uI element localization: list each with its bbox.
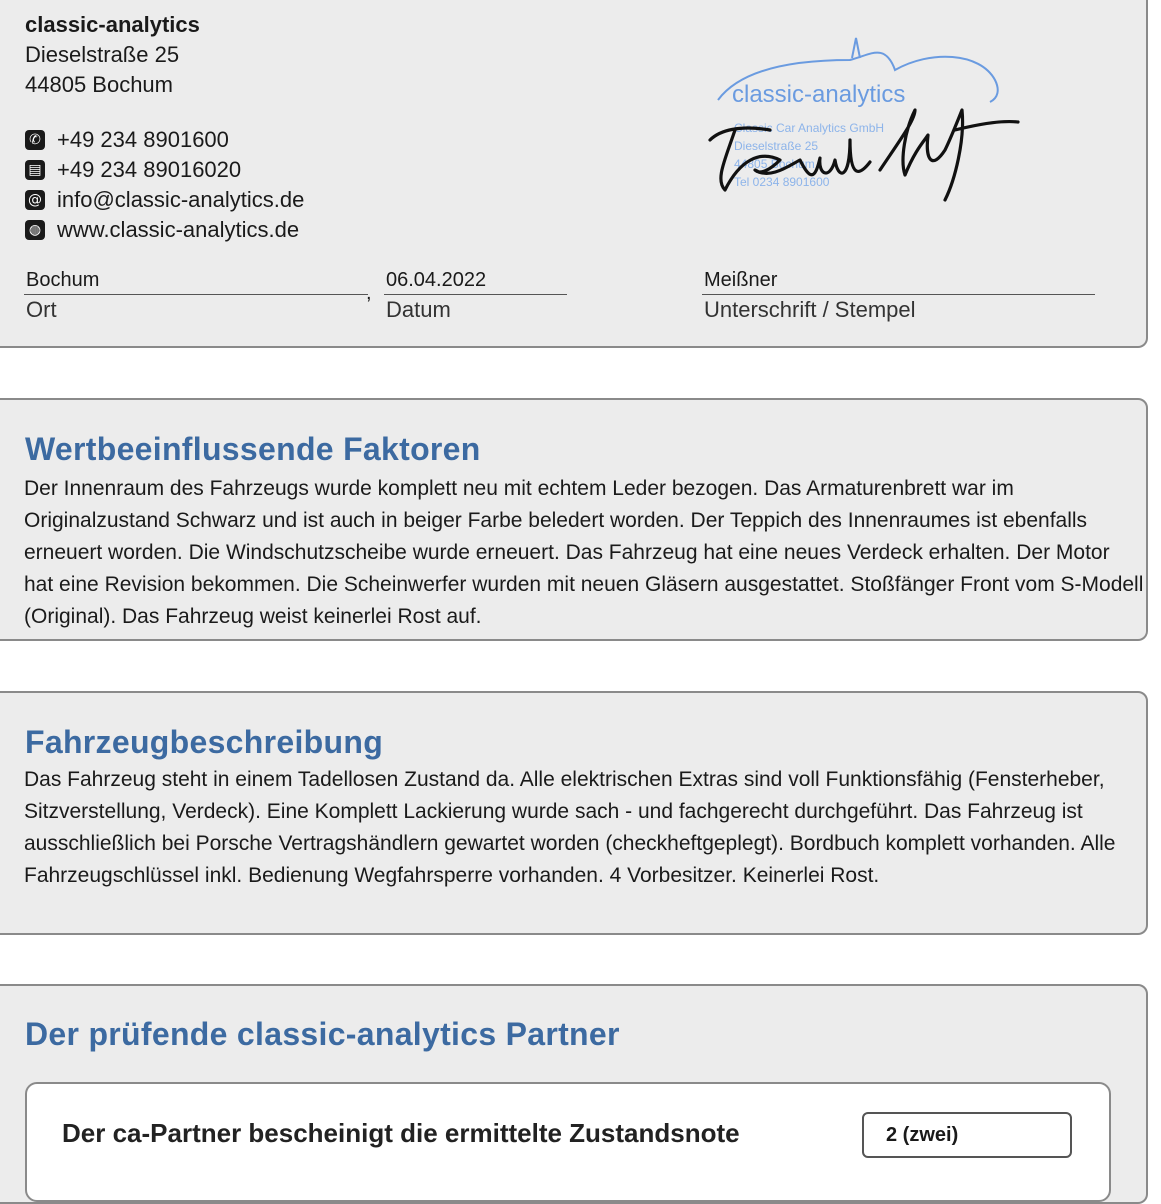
stamp-line-3: 44805 Bochum (734, 157, 815, 171)
place-value: Bochum (24, 266, 368, 295)
email-address: info@classic-analytics.de (57, 187, 305, 212)
website: www.classic-analytics.de (57, 217, 300, 242)
globe-icon: ◍ (25, 220, 45, 240)
grade-label: Der ca-Partner bescheinigt die ermittelte Zustandsnote (62, 1118, 740, 1148)
partner-title: Der prüfende classic-analytics Partner (25, 1016, 620, 1052)
phone-icon: ✆ (25, 130, 45, 150)
stamp-brand: classic-analytics (732, 81, 906, 108)
contact-phone (25, 125, 304, 155)
stamp-line-4: Tel 0234 8901600 (734, 175, 830, 189)
description-title: Fahrzeugbeschreibung (25, 724, 384, 760)
email-icon: @ (25, 190, 45, 210)
signature-label: Unterschrift / Stempel (704, 297, 916, 322)
company-name: classic-analytics (25, 12, 200, 37)
factors-text: Der Innenraum des Fahrzeugs wurde komplett neu mit echtem Leder bezogen. Das Armaturenbrett war im Originalzustand Schwarz und ist auch in beiger Farbe beledert worden. Der Teppich des Innenraumes ist ebenfalls erneuert worden. Die Windschutzscheibe wurde erneuert. Das Fahrzeug hat eine neues Verdeck erhalten. Der Motor hat eine Revision bekommen. Die Scheinwerfer wurden mit neuen Gläsern ausgestattet. Stoßfänger Front vom S-Modell (Original). Das Fahrzeug weist keinerlei Rost auf. (24, 477, 1144, 628)
stamp-line-2: Dieselstraße 25 (734, 139, 819, 153)
phone-number: +49 234 8901600 (57, 127, 229, 152)
date-value: 06.04.2022 (384, 266, 567, 295)
company-stamp (700, 30, 1030, 220)
factors-title: Wertbeeinflussende Faktoren (25, 431, 481, 467)
company-contacts (25, 125, 304, 245)
description-text: Das Fahrzeug steht in einem Tadellosen Zustand da. Alle elektrischen Extras sind voll Funktionsfähig (Fensterheber, Sitzverstellung, Verdeck). Eine Komplett Lackierung wurde sach - und fachgerecht durchgeführt. Das Fahrzeug ist ausschließlich bei Porsche Vertragshändlern gewartet worden (checkheftgeplegt). Bordbuch komplett vorhanden. Alle Fahrzeugschlüssel inkl. Bedienung Wegfahrsperre vorhanden. 4 Vorbesitzer. Keinerlei Rost. (24, 768, 1116, 887)
signer-value: Meißner (702, 266, 1095, 295)
grade-box (25, 1082, 1111, 1202)
stamp-line-1: Classic Car Analytics GmbH (734, 121, 885, 135)
date-label: Datum (386, 297, 451, 322)
fax-icon: ▤ (25, 160, 45, 180)
place-label: Ort (26, 297, 57, 322)
company-address (25, 10, 200, 100)
contact-fax (25, 155, 304, 185)
field-separator: , (366, 282, 372, 304)
company-street: Dieselstraße 25 (25, 42, 180, 67)
grade-value-field: 2 (zwei) (862, 1112, 1072, 1158)
contact-web (25, 215, 304, 245)
fax-number: +49 234 89016020 (57, 157, 242, 182)
contact-email (25, 185, 304, 215)
signature-field (702, 266, 1095, 325)
company-city: 44805 Bochum (25, 72, 173, 97)
date-field (384, 266, 567, 325)
place-field (24, 266, 368, 325)
